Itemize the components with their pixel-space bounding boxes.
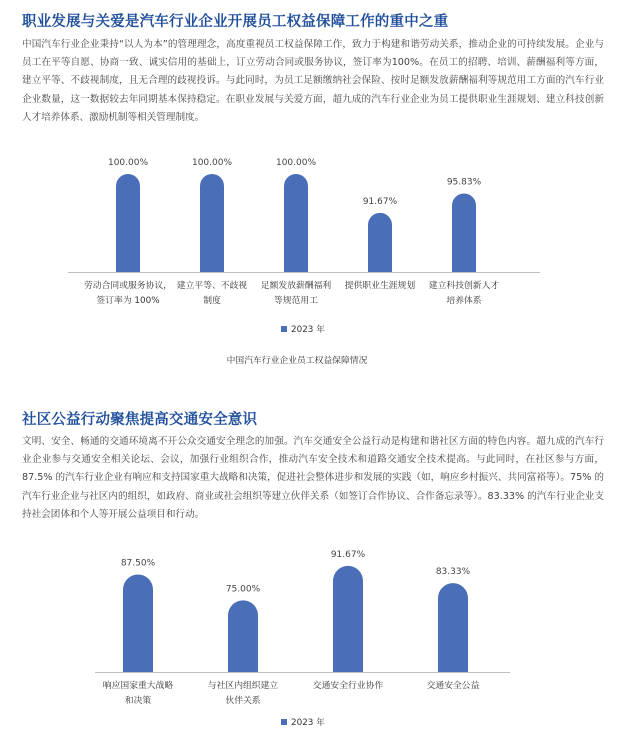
chart2-category-label-2-0: 交通安全行业协作 <box>312 681 384 691</box>
chart1-category-label-1-1: 制度 <box>203 296 221 306</box>
chart2-legend-label: 2023 年 <box>291 718 325 728</box>
chart1-category-label-1-0: 建立平等、不歧视 <box>176 281 248 291</box>
chart1-value-label-1: 100.00% <box>191 158 233 168</box>
chart1-category-label-2-1: 等规范用工 <box>274 296 318 306</box>
chart1-category-label-4-1: 培养体系 <box>446 296 482 306</box>
chart2-category-label-3-0: 交通安全公益 <box>426 681 480 691</box>
chart1-value-label-3: 91.67% <box>362 196 398 207</box>
chart2-value-label-2: 91.67% <box>330 549 366 560</box>
chart2-bar-3 <box>438 583 468 687</box>
section1-title: 职业发展与关爱是汽车行业企业开展员工权益保障工作的重中之重 <box>22 14 449 30</box>
chart2-bar-0 <box>123 575 153 688</box>
chart2-category-label-0-1: 和决策 <box>124 696 152 706</box>
chart1-value-label-2: 100.00% <box>275 158 317 168</box>
chart2-value-label-1: 75.00% <box>225 584 261 595</box>
chart2-category-label-1-0: 与社区内组织建立 <box>207 681 279 691</box>
chart2-bar-2 <box>333 566 363 687</box>
chart2-category-label-1-1: 伙伴关系 <box>225 696 261 706</box>
chart1-category-label-4-0: 建立科技创新人才 <box>428 281 500 291</box>
chart1-category-label-0-1: 签订率为 100% <box>96 296 160 306</box>
chart2-category-label-0-0: 响应国家重大战略 <box>102 681 174 691</box>
chart1-legend-label: 2023 年 <box>291 325 325 335</box>
chart2-value-label-0: 87.50% <box>120 558 156 569</box>
section2-paragraph: 文明、安全、畅通的交通环境离不开公众交通安全理念的加强。汽车交通安全公益行动是构建和谐社区方面的特色内容。超九成的汽车行业企业参与交通安全相关论坛、会议，加强行业组织合作，推动汽车安全技术和道路交通安全技术提高。与此同时，在社区参与方面，87.5% 的汽车行业企业有响应和支持国家重大战略和决策，促进社会整体进步和发展的实践（如，响应乡村振兴、共同富裕等）。75% 的汽车行业企业与社区内的组织，如政府、商业或社会组织等建立伙伴关系（如签订合作协议、合作备忘录等）。83.33% 的汽车行业企业支持社会团体和个人等开展公益项目和行动。 <box>22 436 604 520</box>
chart1-category-label-2-0: 足额发放薪酬福利 <box>260 281 332 291</box>
chart2-value-label-3: 83.33% <box>435 567 471 578</box>
chart1-value-label-0: 100.00% <box>107 158 149 168</box>
section2-title: 社区公益行动聚焦提高交通安全意识 <box>22 412 258 428</box>
chart1-category-label-3-0: 提供职业生涯规划 <box>344 281 416 291</box>
chart2-legend-swatch <box>281 719 287 725</box>
chart2-bar-1 <box>228 600 258 687</box>
section1-paragraph: 中国汽车行业企业秉持“以人为本”的管理理念，高度重视员工权益保障工作，致力于构建和谐劳动关系，推动企业的可持续发展。企业与员工在平等自愿、协商一致、诚实信用的基础上，订立劳动合同或服务协议，签订率为100%。在员工的招聘、培训、薪酬福利等方面，建立平等、不歧视制度，且无合理的歧视投诉。与此同时，为员工足额缴纳社会保险、按时足额发放薪酬福利等规范用工方面的汽车行业企业数量，这一数据较去年同期基本保持稳定。在职业发展与关爱方面，超九成的汽车行业企业为员工提供职业生涯规划、建立科技创新人才培养体系、激励机制等相关管理制度。 <box>22 39 604 123</box>
chart1-category-label-0-0: 劳动合同或服务协议， <box>84 281 172 291</box>
chart1-value-label-4: 95.83% <box>446 177 482 188</box>
chart1-caption: 中国汽车行业企业员工权益保障情况 <box>226 356 368 366</box>
